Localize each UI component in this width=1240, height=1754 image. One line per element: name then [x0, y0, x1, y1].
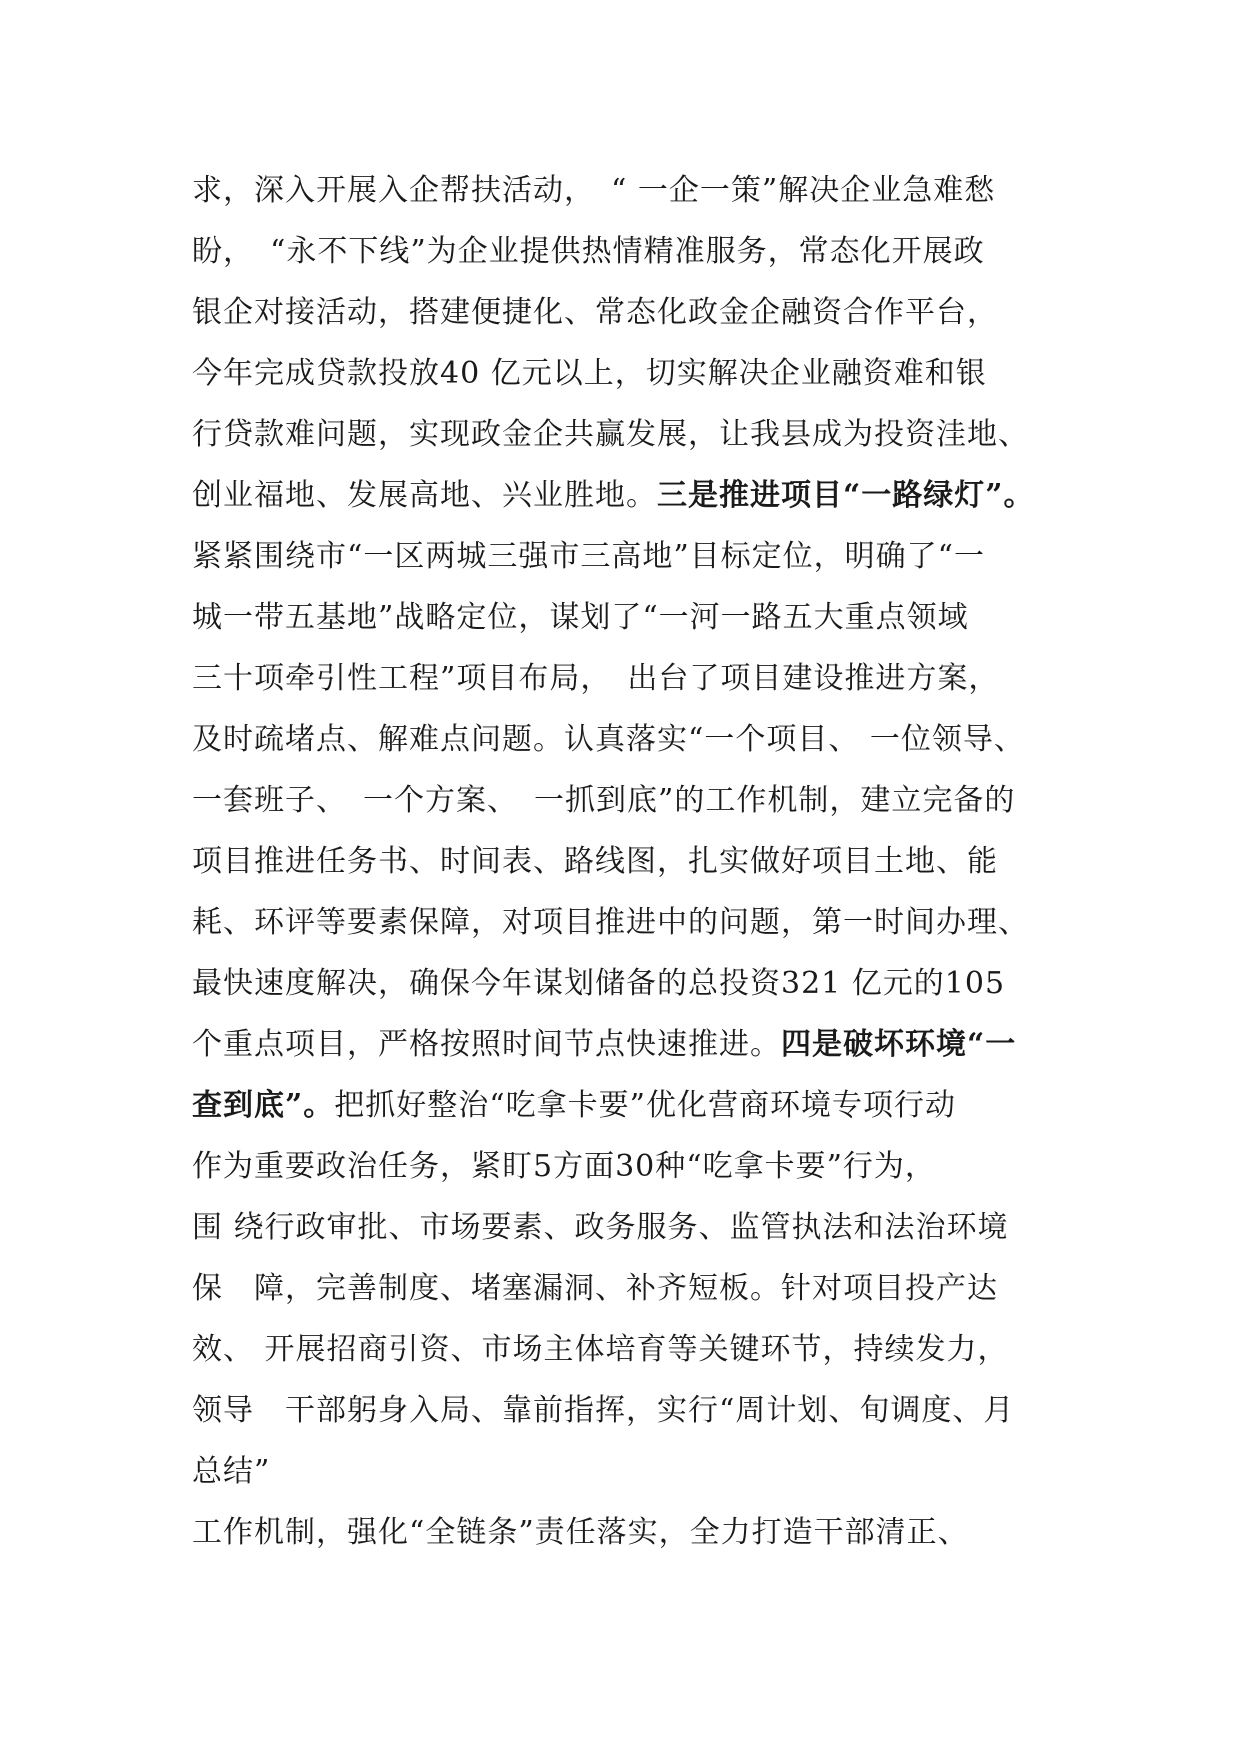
- body-text: [192, 160, 1072, 1563]
- bold-heading: 查到底”。: [192, 1088, 335, 1123]
- text-line: 工作机制，强化“全链条”责任落实，全力打造干部清正、: [192, 1515, 969, 1550]
- text-line: 三十项牵引性工程”项目布局， 出台了项目建设推进方案，: [192, 661, 1000, 696]
- text-line: 作为重要政治任务，紧盯5方面30种“吃拿卡要”行为，: [192, 1149, 936, 1184]
- text-line: 城一带五基地”战略定位，谋划了“一河一路五大重点领域: [192, 600, 969, 635]
- text-line: 今年完成贷款投放40 亿元以上，切实解决企业融资难和银: [192, 356, 987, 391]
- text-line: 盼， “永不下线”为企业提供热情精准服务，常态化开展政: [192, 234, 985, 269]
- bold-heading: 四是破坏环境“一: [781, 1027, 1017, 1062]
- text-line: 围 绕行政审批、市场要素、政务服务、监管执法和法治环境: [192, 1210, 1009, 1245]
- text-line: 银企对接活动，搭建便捷化、常态化政金企融资合作平台，: [192, 295, 998, 330]
- text-line: 一套班子、 一个方案、 一抓到底”的工作机制，建立完备的: [192, 783, 1016, 818]
- text-line: 总结”: [192, 1454, 271, 1489]
- bold-heading: 三是推进项目“一路绿灯”。: [657, 478, 1035, 513]
- text-line: 及时疏堵点、解难点问题。认真落实“一个项目、 一位领导、: [192, 722, 1025, 757]
- text-line: 耗、环评等要素保障，对项目推进中的问题，第一时间办理、: [192, 905, 1029, 940]
- text-line: 保 障，完善制度、堵塞漏洞、补齐短板。针对项目投产达: [192, 1271, 998, 1306]
- text-line: 领导 干部躬身入局、靠前指挥，实行“周计划、旬调度、月: [192, 1393, 1015, 1428]
- text-line: 行贷款难问题，实现政金企共赢发展，让我县成为投资洼地、: [192, 417, 1029, 452]
- text-line: 查到底”。把抓好整治“吃拿卡要”优化营商环境专项行动: [192, 1088, 956, 1123]
- text-line: 个重点项目，严格按照时间节点快速推进。四是破坏环境“一: [192, 1027, 1017, 1062]
- text-line: 最快速度解决，确保今年谋划储备的总投资321 亿元的105: [192, 966, 1006, 1001]
- text-line: 求，深入开展入企帮扶活动， “ 一企一策”解决企业急难愁: [192, 173, 996, 208]
- text-line: 效、 开展招商引资、市场主体培育等关键环节，持续发力，: [192, 1332, 1009, 1367]
- text-line: 紧紧围绕市“一区两城三强市三高地”目标定位，明确了“一: [192, 539, 986, 574]
- text-line: 项目推进任务书、时间表、路线图，扎实做好项目土地、能: [192, 844, 998, 879]
- text-line: 创业福地、发展高地、兴业胜地。三是推进项目“一路绿灯”。: [192, 478, 1035, 513]
